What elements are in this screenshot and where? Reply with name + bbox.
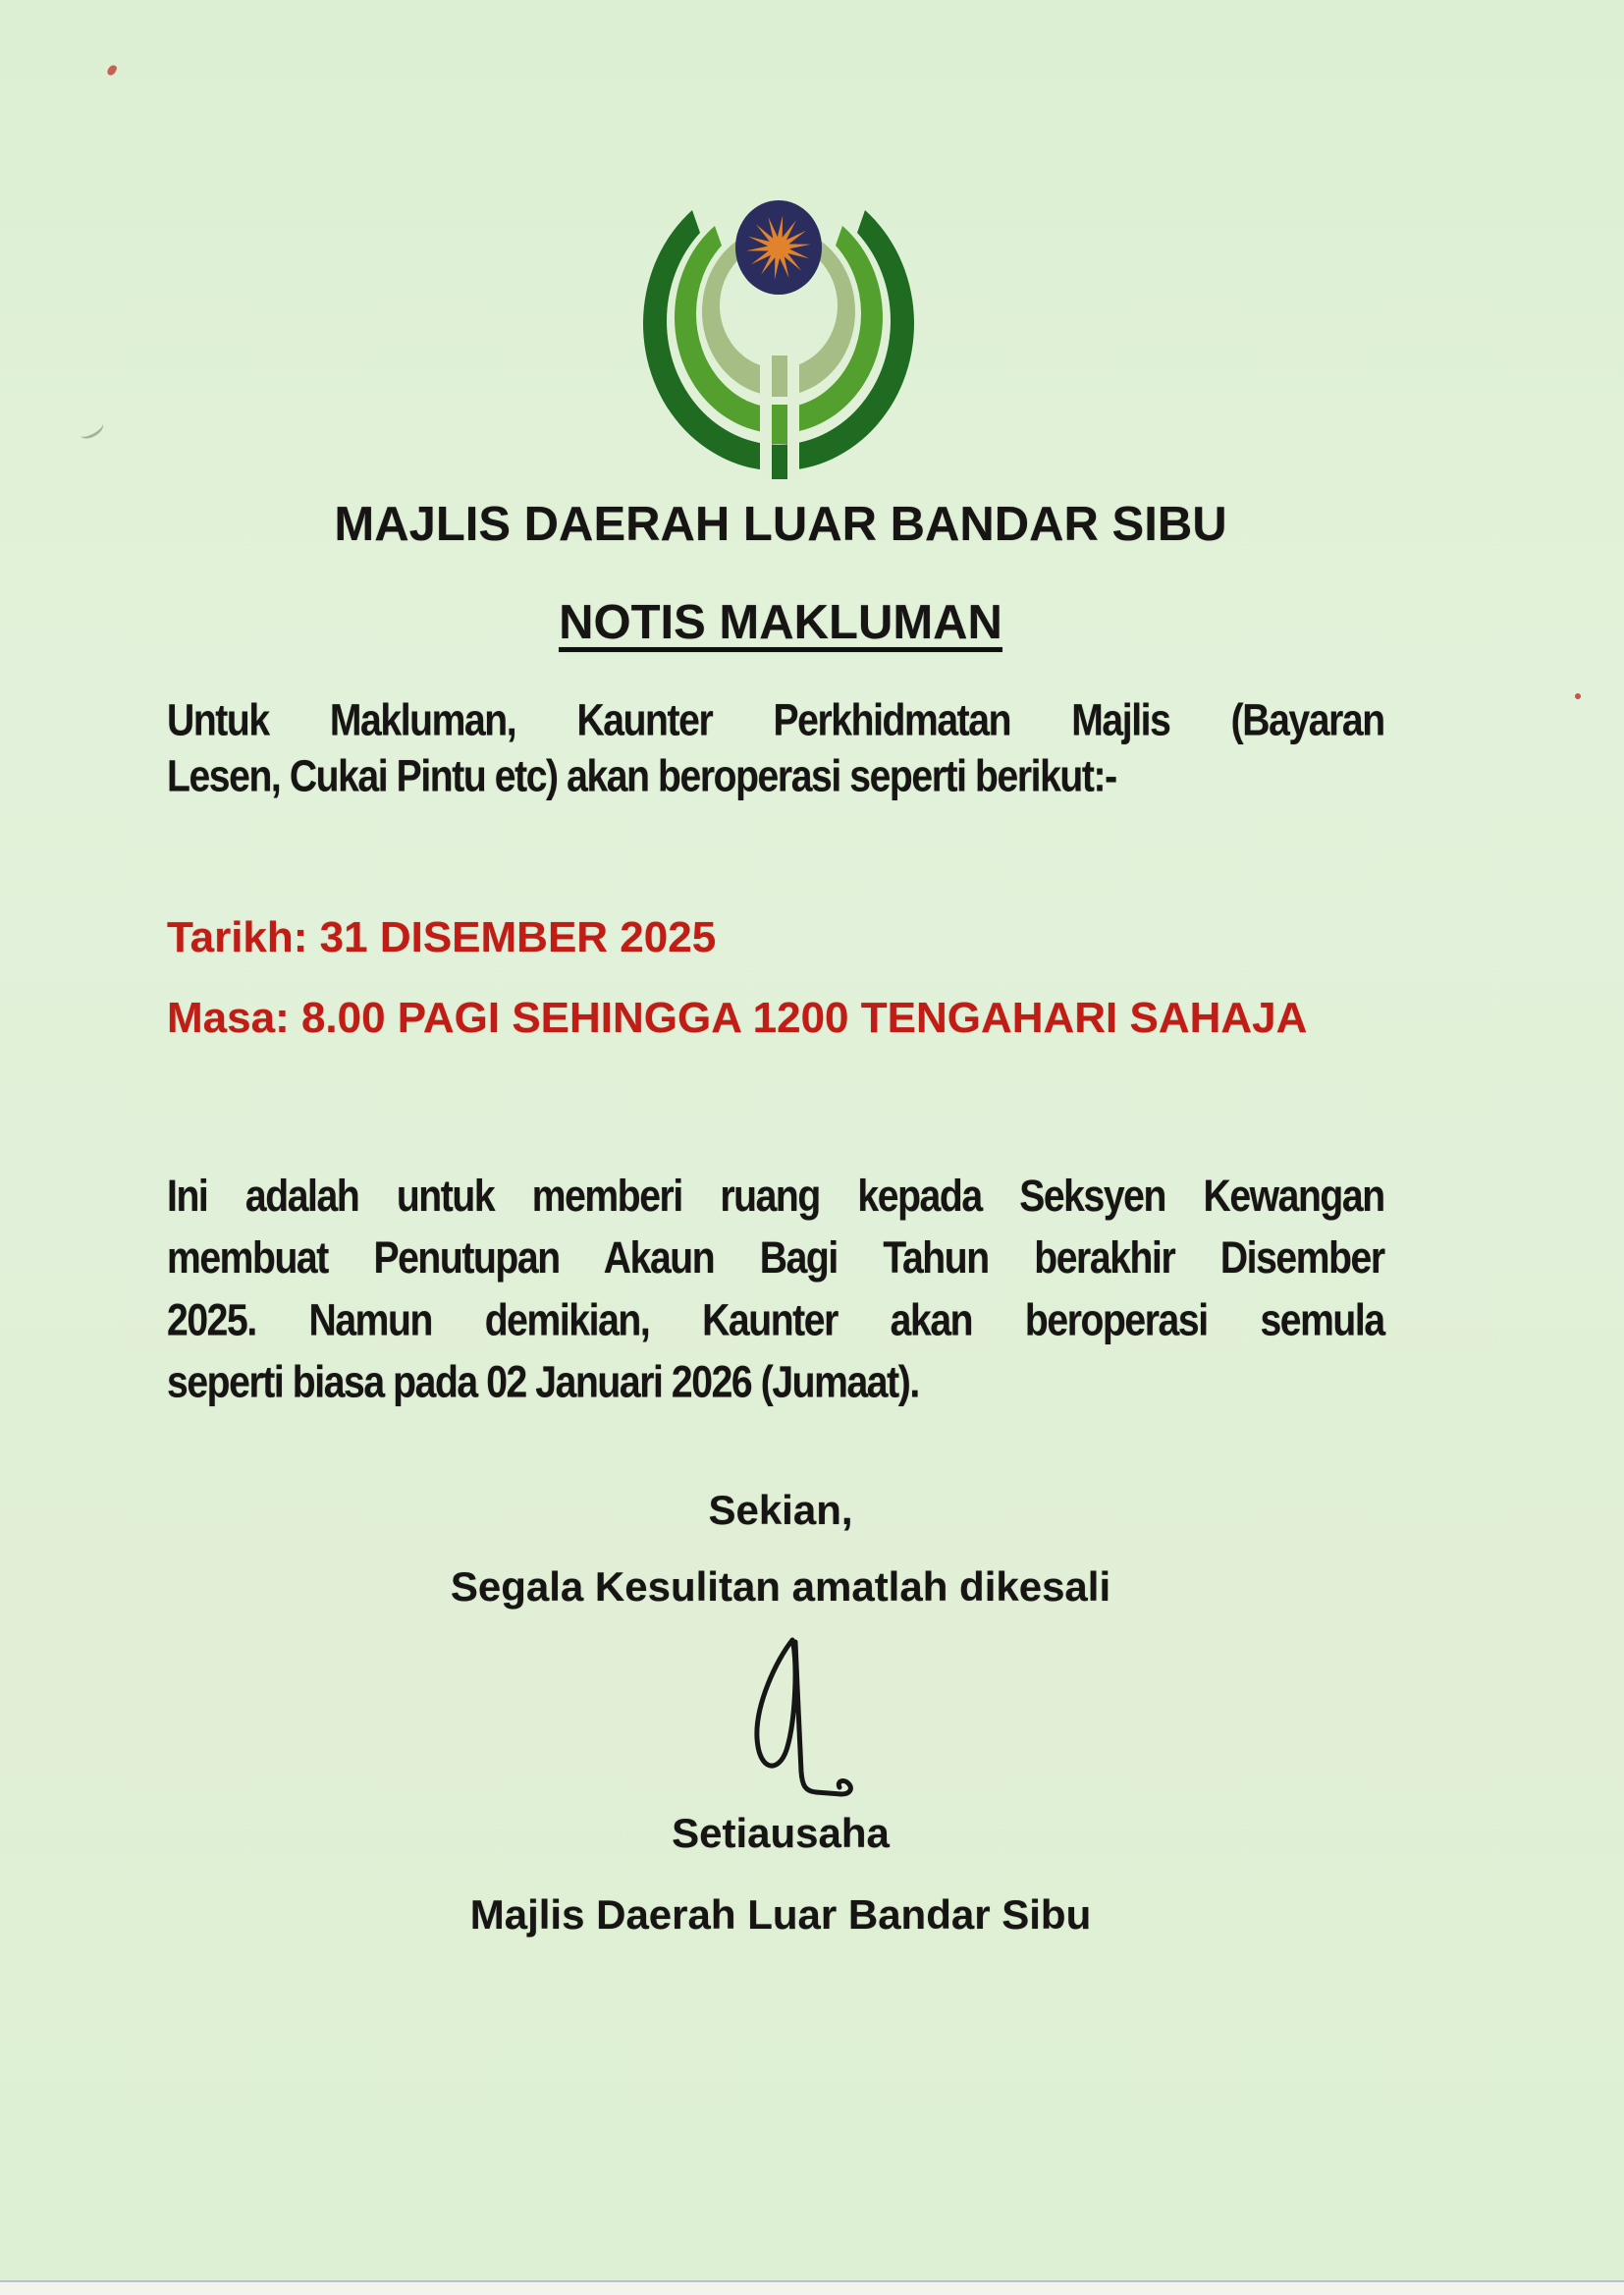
intro-line-1: Untuk Makluman, Kaunter Perkhidmatan Majlis (Bayaran <box>167 694 1384 744</box>
logo-stem-bottom <box>772 452 787 479</box>
logo-stem-top <box>772 355 787 397</box>
body-paragraph <box>167 1165 1384 1413</box>
scan-speck <box>77 417 106 442</box>
intro-line-2: Lesen, Cukai Pintu etc) akan beroperasi seperti berikut:- <box>167 750 1116 801</box>
signer-org: Majlis Daerah Luar Bandar Sibu <box>469 1891 1092 1938</box>
scan-speck <box>106 64 118 77</box>
date-line: Tarikh: 31 DISEMBER 2025 <box>167 913 717 961</box>
council-logo-icon <box>643 189 914 483</box>
closing-apology: Segala Kesulitan amatlah dikesali <box>450 1563 1111 1610</box>
scanner-edge-strip <box>0 2280 1624 2295</box>
scan-speck <box>1575 693 1581 699</box>
logo-stem-gap-right <box>787 341 799 479</box>
notice-title-text: NOTIS MAKLUMAN <box>559 596 1002 649</box>
signature-stroke <box>757 1640 851 1794</box>
body-line-3: 2025. Namun demikian, Kaunter akan beroperasi semula <box>167 1293 1384 1345</box>
body-line-4: seperti biasa pada 02 Januari 2026 (Jumaat). <box>167 1356 919 1407</box>
body-line-2: membuat Penutupan Akaun Bagi Tahun berakhir Disember <box>167 1231 1384 1283</box>
notice-title-heading <box>0 595 1561 650</box>
closing-salutation: Sekian, <box>708 1487 853 1533</box>
org-name-heading: MAJLIS DAERAH LUAR BANDAR SIBU <box>334 498 1227 551</box>
time-line: Masa: 8.00 PAGI SEHINGGA 1200 TENGAHARI SAHAJA <box>167 994 1308 1042</box>
signature <box>722 1636 864 1819</box>
logo-stem-middle <box>772 405 787 444</box>
intro-paragraph <box>167 691 1384 803</box>
body-line-1: Ini adalah untuk memberi ruang kepada Seksyen Kewangan <box>167 1170 1384 1221</box>
logo-stem-gap-left <box>760 341 772 479</box>
signer-title: Setiausaha <box>672 1810 890 1856</box>
